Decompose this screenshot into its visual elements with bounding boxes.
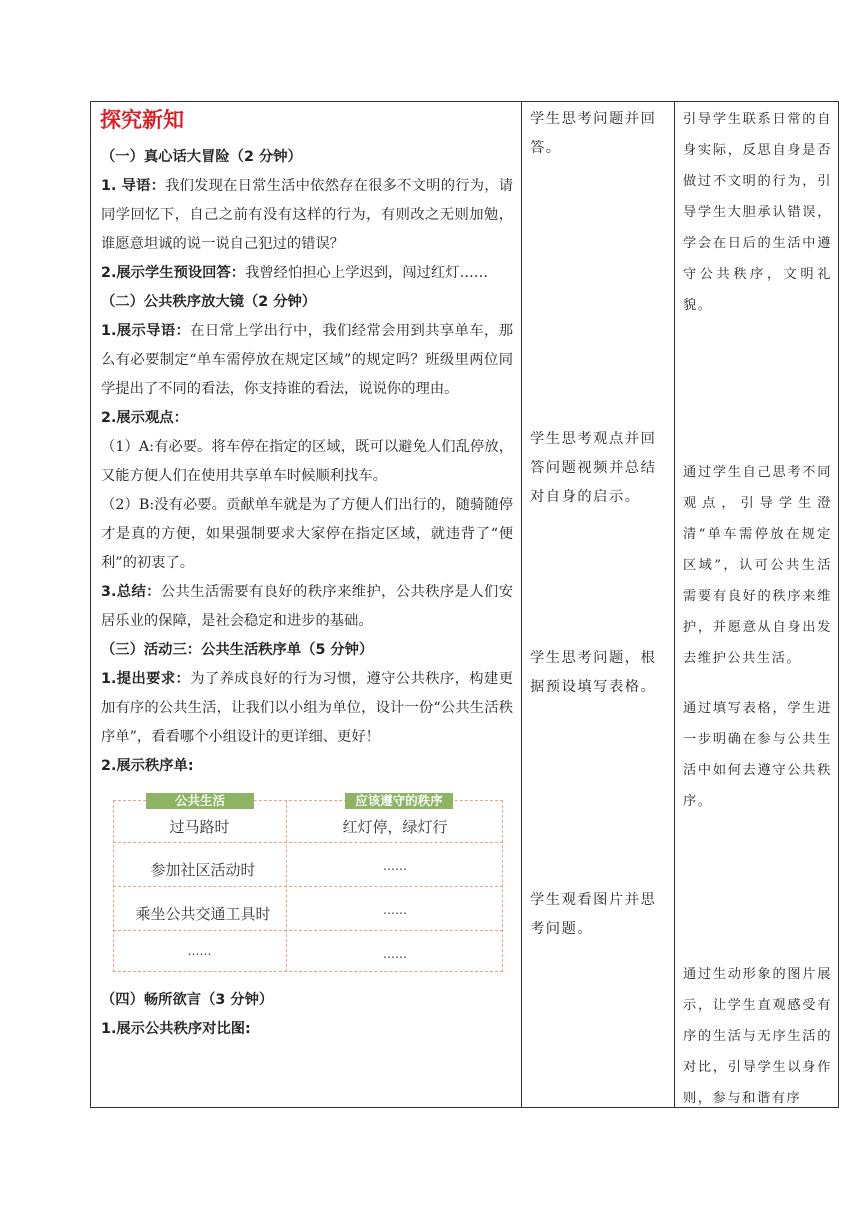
student-activity-column — [522, 421, 674, 512]
table-cell: 红灯停，绿灯行 — [342, 818, 448, 836]
design-intent-column — [675, 689, 838, 817]
paragraph-label: 1.展示导语： — [101, 323, 191, 339]
student-activity-text: 学生思考观点并回答问题视频并总结对自身的启示。 — [530, 431, 657, 505]
paragraph-text: 我曾经怕担心上学迟到，闯过红灯…… — [245, 265, 489, 281]
design-intent-column — [675, 955, 838, 1114]
paragraph-label: 2.展示观点： — [101, 410, 188, 426]
header-tag-order: 应该遵守的秩序 — [345, 793, 453, 809]
student-activity-column — [522, 640, 674, 702]
paragraph-text: 在日常上学出行中，我们经常会用到共享单车，那么有必要制定“单车需停放在规定区域”的规定吗？班级里两位同学提出了不同的看法，你支持谁的看法，说说你的理由。 — [101, 323, 513, 397]
paragraph-label: 2.展示秩序单: — [101, 758, 194, 774]
table-cell: …… — [187, 944, 212, 958]
table-cell: 乘坐公共交通工具时 — [135, 905, 271, 923]
paragraph-text: 为了养成良好的行为习惯，遵守公共秩序，构建更加有序的公共生活，让我们以小组为单位，设计一份“公共生活秩序单”，看看哪个小组设计的更详细、更好！ — [101, 671, 513, 745]
row-divider — [113, 842, 503, 844]
paragraph-label: 2.展示学生预设回答： — [101, 265, 246, 281]
teaching-content-continued — [91, 982, 521, 1044]
section-heading: （一）真心话大冒险（2 分钟） — [101, 149, 302, 165]
design-intent-column — [675, 100, 838, 321]
design-intent-column — [675, 453, 838, 674]
column-divider — [521, 101, 522, 1108]
paragraph: （2）B:没有必要。贡献单车就是为了方便人们出行的，随骑随停才是真的方便，如果强制要求大家停在指定区域，就违背了“便利”的初衷了。 — [101, 497, 513, 571]
paragraph — [101, 665, 513, 752]
table-cell: 参加社区活动时 — [150, 861, 256, 879]
table-cell: …… — [383, 947, 407, 961]
section-heading: （四）畅所欲言（3 分钟） — [101, 992, 274, 1008]
section-heading: （三）活动三：公共生活秩序单（5 分钟） — [101, 642, 374, 658]
paragraph-label: 1.展示公共秩序对比图: — [101, 1021, 251, 1037]
student-activity-text: 学生思考问题并回答。 — [530, 111, 657, 156]
design-intent-text: 通过学生自己思考不同观点，引导学生澄清“单车需停放在规定区域”，认可公共生活需要有良好的秩序来维护，并愿意从自身出发去维护公共生活。 — [683, 465, 832, 666]
paragraph-text: 公共生活需要有良好的秩序来维护，公共秩序是人们安居乐业的保障，是社会稳定和进步的基础。 — [101, 584, 513, 629]
row-divider — [113, 930, 503, 932]
student-activity-column — [522, 882, 674, 944]
paragraph-label: 1.提出要求： — [101, 671, 191, 687]
section-heading: （二）公共秩序放大镜（2 分钟） — [101, 294, 317, 310]
student-activity-column — [522, 101, 674, 163]
paragraph-label: 3.总结： — [101, 584, 161, 600]
paragraph-label: 1. 导语： — [101, 178, 166, 194]
student-activity-text: 学生观看图片并思考问题。 — [530, 892, 657, 937]
design-intent-text: 通过填写表格，学生进一步明确在参与公共生活中如何去遵守公共秩序。 — [683, 701, 832, 809]
section-title: 探究新知 — [100, 108, 184, 132]
design-intent-text: 引导学生联系日常的自身实际，反思自身是否做过不文明的行为，引导学生大胆承认错误，学会在日后的生活中遵守公共秩序，文明礼貌。 — [683, 112, 832, 313]
design-intent-text: 通过生动形象的图片展示，让学生直观感受有序的生活与无序生活的对比，引导学生以身作则，参与和谐有序 — [683, 967, 832, 1106]
teaching-content-column — [91, 101, 521, 781]
paragraph — [101, 172, 513, 259]
paragraph-text: 我们发现在日常生活中依然存在很多不文明的行为，请同学回忆下，自己之前有没有这样的行为，有则改之无则加勉，谁愿意坦诚的说一说自己犯过的错误？ — [101, 178, 514, 252]
paragraph — [101, 317, 513, 404]
table-cell: …… — [383, 859, 407, 873]
row-divider — [113, 886, 503, 888]
student-activity-text: 学生思考问题，根据预设填写表格。 — [530, 650, 657, 695]
order-sheet-table — [113, 793, 503, 972]
table-cell: …… — [383, 903, 407, 917]
paragraph — [101, 578, 513, 636]
table-cell: 过马路时 — [169, 818, 230, 836]
paragraph — [101, 259, 513, 288]
header-tag-public-life: 公共生活 — [146, 793, 254, 809]
paragraph: （1）A:有必要。将车停在指定的区域，既可以避免人们乱停放，又能方便人们在使用共享单车时候顺利找车。 — [101, 439, 513, 484]
